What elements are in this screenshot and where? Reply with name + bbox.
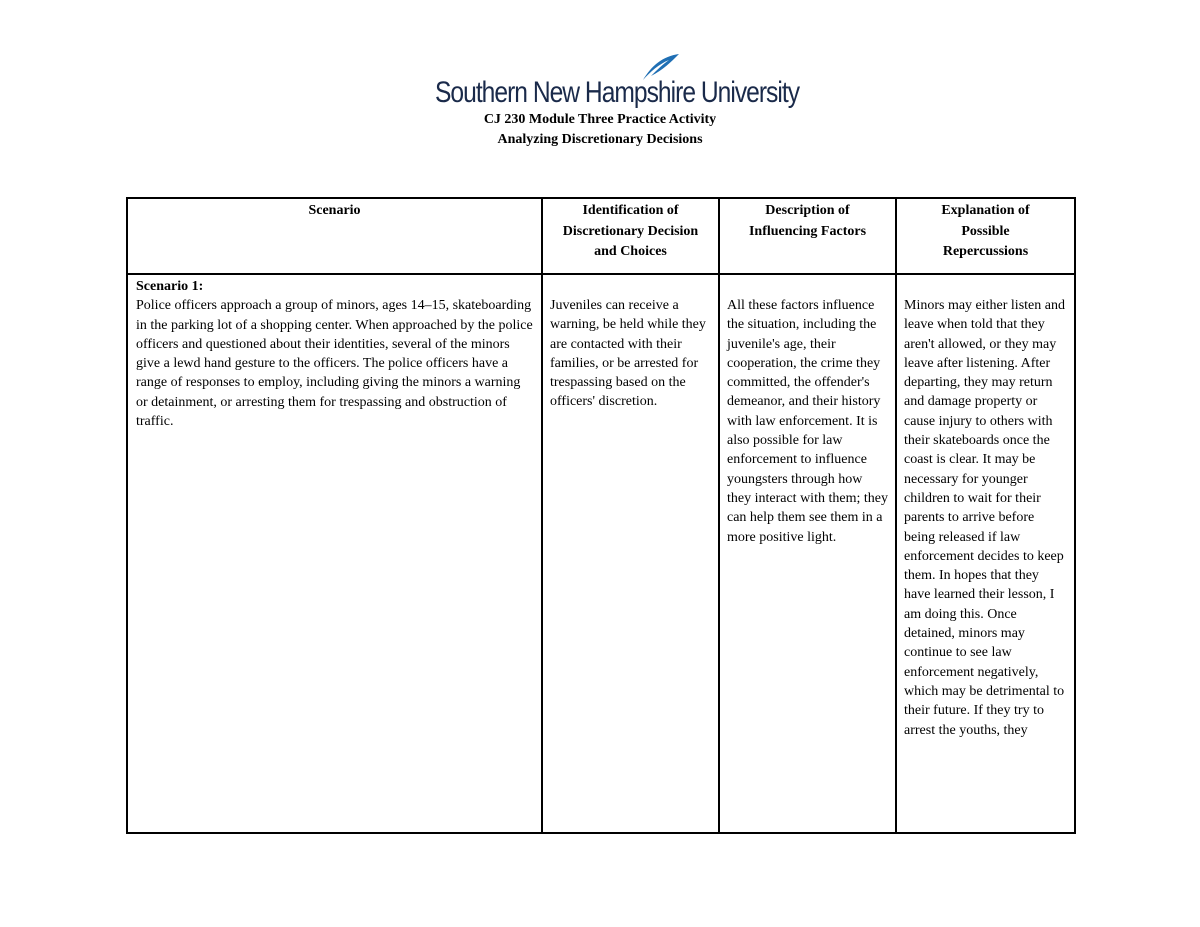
header-factors [719, 198, 896, 274]
header-factors-label: Description of Influencing Factors [748, 203, 867, 239]
table-header-row [127, 198, 1075, 274]
header-scenario: Scenario [127, 198, 542, 274]
document-title: CJ 230 Module Three Practice Activity [483, 112, 717, 127]
header-identification-label: Identification of Discretionary Decision and Choices [562, 203, 699, 259]
repercussions-cell [896, 274, 1075, 833]
header-repercussions-label: Explanation of Possible Repercussions [941, 203, 1030, 259]
scenario-cell [127, 274, 542, 833]
identification-text: Juveniles can receive a warning, be held while they are contacted with their families, or be arrested for trespassing based on the officers' discretion. [550, 298, 706, 410]
header-repercussions [896, 198, 1075, 274]
header-identification [542, 198, 719, 274]
table-row [127, 274, 1075, 833]
repercussions-text: Minors may either listen and leave when told that they aren't allowed, or they may leave after listening. After departing, they may return and damage property or cause injury to others with their skateboards once the coast is clear. It may be necessary for younger children to wait for their parents to arrive before being released if law enforcement decides to keep them. In hopes that they have learned their lesson, I am doing this. Once detained, minors may continue to see law enforcement negatively, which may be detrimental to their future. If they try to arrest the youths, they [904, 298, 1065, 738]
identification-cell [542, 274, 719, 833]
factors-cell [719, 274, 896, 833]
document-title-block [0, 110, 1200, 150]
university-logo [435, 52, 800, 109]
scenario-title: Scenario 1: [136, 279, 204, 294]
scenario-text: Police officers approach a group of minors, ages 14–15, skateboarding in the parking lot of a shopping center. When approached by the police officers and questioned about their identities, several of the minors give a lewd hand gesture to the officers. The police officers have a range of responses to employ, including giving the minors a warning or detainment, or arresting them for trespassing and obstruction of traffic. [136, 298, 533, 430]
factors-text: All these factors influence the situation, including the juvenile's age, their cooperation, the crime they committed, the offender's demeanor, and their history with law enforcement. It is also possible for law enforcement to influence youngsters through how they interact with them; they can help them see them in a more positive light. [727, 298, 888, 545]
analysis-table [126, 197, 1076, 834]
logo-wordmark: Southern New Hampshire University [435, 76, 800, 109]
document-subtitle: Analyzing Discretionary Decisions [497, 132, 703, 147]
